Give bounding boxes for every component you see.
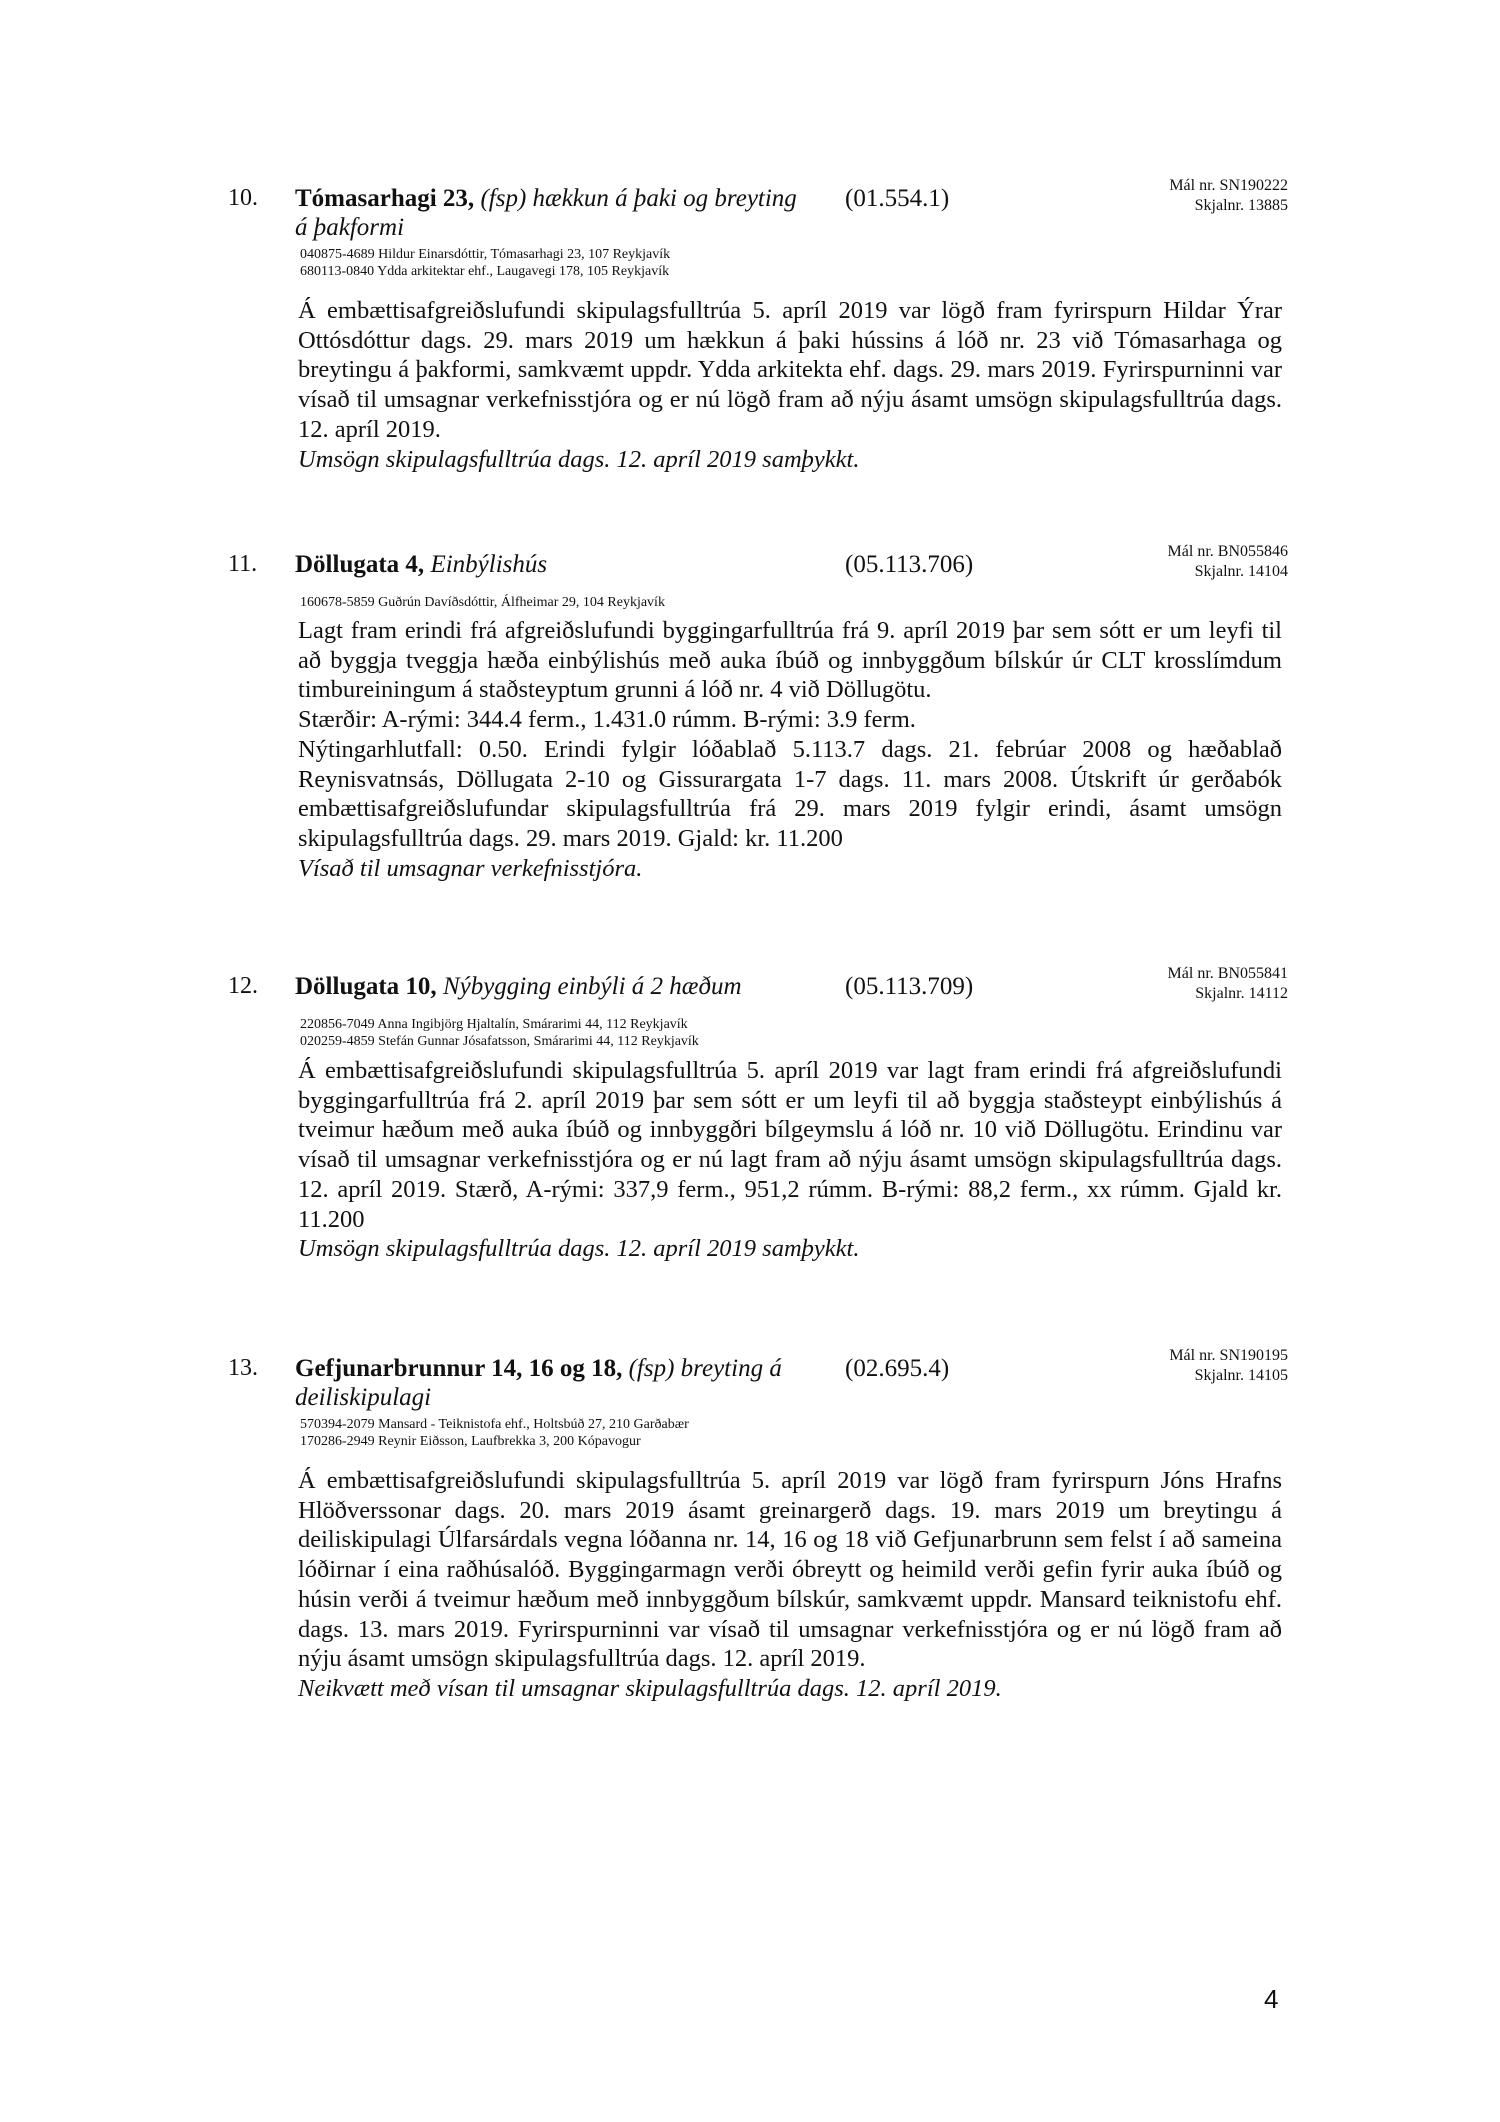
case-number: Mál nr. SN190222 bbox=[1169, 177, 1288, 194]
item-title bbox=[295, 550, 815, 579]
conclusion: Vísað til umsagnar verkefnisstjóra. bbox=[298, 854, 643, 882]
item-description: (fsp) breyting á deiliskipulagi bbox=[295, 1355, 782, 1411]
case-reference bbox=[1168, 964, 1288, 1004]
land-code: (05.113.709) bbox=[845, 973, 974, 1000]
applicant-line: 570394-2079 Mansard - Teiknistofa ehf., Holtsbúð 27, 210 Garðabær bbox=[300, 1417, 689, 1432]
item-body bbox=[298, 1056, 1282, 1264]
conclusion: Neikvætt með vísan til umsagnar skipulagsfulltrúa dags. 12. apríl 2019. bbox=[298, 1674, 1002, 1702]
item-address: Tómasarhagi 23, bbox=[295, 185, 475, 212]
item-description: (fsp) hækkun á þaki og breyting á þakformi bbox=[295, 185, 797, 241]
land-code: (02.695.4) bbox=[845, 1355, 950, 1382]
applicant-line: 020259-4859 Stefán Gunnar Jósafatsson, Smárarimi 44, 112 Reykjavík bbox=[300, 1034, 699, 1049]
case-number: Mál nr. SN190195 bbox=[1169, 1347, 1288, 1364]
item-address: Döllugata 4, bbox=[295, 551, 425, 578]
item-number: 11. bbox=[228, 551, 258, 577]
body-paragraph: Á embættisafgreiðslufundi skipulagsfulltrúa 5. apríl 2019 var lögð fram fyrirspurn Jóns Hrafns Hlöðverssonar dags. 20. mars 2019 ásamt greinargerð dags. 19. mars 2019 um breytingu á deiliskipulagi Úlfarsárdals vegna lóðanna nr. 14, 16 og 18 við Gefjunarbrunn sem felst í að sameina lóðirnar í eina raðhúsalóð. Byggingarmagn verði óbreytt og heimild verði gefin fyrir auka íbúð og húsin verði á tveimur hæðum með innbyggðum bílskúr, samkvæmt uppdr. Mansard teiknistofu ehf. dags. 13. mars 2019. Fyrirspurninni var vísað til umsagnar verkefnisstjóra og er nú lögð fram að nýju ásamt umsögn skipulagsfulltrúa dags. 12. apríl 2019. bbox=[298, 1467, 1282, 1673]
item-title bbox=[295, 184, 815, 242]
document-number: Skjalnr. 14112 bbox=[1195, 985, 1288, 1002]
applicants bbox=[300, 246, 1280, 280]
item-number: 13. bbox=[228, 1355, 258, 1381]
body-paragraph: Stærðir: A-rými: 344.4 ferm., 1.431.0 rúmm. B-rými: 3.9 ferm. bbox=[298, 706, 916, 734]
case-reference bbox=[1169, 1346, 1288, 1386]
item-address: Döllugata 10, bbox=[295, 973, 437, 1000]
body-paragraph: Lagt fram erindi frá afgreiðslufundi byggingarfulltrúa frá 9. apríl 2019 þar sem sótt er um leyfi til að byggja tveggja hæða einbýlishús með auka íbúð og innbyggðum bílskúr úr CLT krosslímdum timbureiningum á staðsteyptum grunni á lóð nr. 4 við Döllugötu. bbox=[298, 617, 1282, 704]
applicant-line: 220856-7049 Anna Ingibjörg Hjaltalín, Smárarimi 44, 112 Reykjavík bbox=[300, 1017, 688, 1032]
case-number: Mál nr. BN055841 bbox=[1167, 965, 1288, 982]
applicant-line: 040875-4689 Hildur Einarsdóttir, Tómasarhagi 23, 107 Reykjavík bbox=[300, 247, 671, 262]
item-body bbox=[298, 296, 1282, 474]
applicant-line: 680113-0840 Ydda arkitektar ehf., Laugavegi 178, 105 Reykjavík bbox=[300, 264, 670, 279]
applicant-line: 160678-5859 Guðrún Davíðsdóttir, Álfheimar 29, 104 Reykjavík bbox=[300, 595, 665, 610]
item-number: 12. bbox=[228, 973, 258, 999]
body-paragraph: Nýtingarhlutfall: 0.50. Erindi fylgir lóðablað 5.113.7 dags. 21. febrúar 2008 og hæðablað Reynisvatnsás, Döllugata 2-10 og Gissurargata 1-7 dags. 11. mars 2008. Útskrift úr gerðabók embættisafgreiðslufundar skipulagsfulltrúa frá 29. mars 2019 fylgir erindi, ásamt umsögn skipulagsfulltrúa dags. 29. mars 2019. Gjald: kr. 11.200 bbox=[298, 735, 1282, 852]
page-number: 4 bbox=[1264, 1984, 1279, 2014]
applicant-line: 170286-2949 Reynir Eiðsson, Laufbrekka 3, 200 Kópavogur bbox=[300, 1434, 641, 1449]
applicants bbox=[300, 594, 1280, 611]
land-code: (01.554.1) bbox=[845, 185, 950, 212]
document-number: Skjalnr. 14105 bbox=[1194, 1367, 1288, 1384]
item-title bbox=[295, 972, 815, 1001]
document-number: Skjalnr. 14104 bbox=[1194, 563, 1288, 580]
document-number: Skjalnr. 13885 bbox=[1194, 197, 1288, 214]
item-number: 10. bbox=[228, 185, 258, 211]
applicants bbox=[300, 1016, 1280, 1050]
case-reference bbox=[1168, 542, 1288, 582]
conclusion: Umsögn skipulagsfulltrúa dags. 12. apríl 2019 samþykkt. bbox=[298, 445, 860, 473]
body-paragraph: Á embættisafgreiðslufundi skipulagsfulltrúa 5. apríl 2019 var lagt fram erindi frá afgreiðslufundi byggingarfulltrúa frá 2. apríl 2019 þar sem sótt er um leyfi til að byggja staðsteypt einbýlishús á tveimur hæðum með auka íbúð og innbyggðri bílgeymslu á lóð nr. 10 við Döllugötu. Erindinu var vísað til umsagnar verkefnisstjóra og er nú lagt fram að nýju ásamt umsögn skipulagsfulltrúa dags. 12. apríl 2019. Stærð, A-rými: 337,9 ferm., 951,2 rúmm. B-rými: 88,2 ferm., xx rúmm. Gjald kr. 11.200 bbox=[298, 1057, 1282, 1233]
case-number: Mál nr. BN055846 bbox=[1167, 543, 1288, 560]
body-paragraph: Á embættisafgreiðslufundi skipulagsfulltrúa 5. apríl 2019 var lögð fram fyrirspurn Hildar Ýrar Ottósdóttur dags. 29. mars 2019 um hækkun á þaki hússins á lóð nr. 23 við Tómasarhaga og breytingu á þakformi, samkvæmt uppdr. Ydda arkitekta ehf. dags. 29. mars 2019. Fyrirspurninni var vísað til umsagnar verkefnisstjóra og er nú lögð fram að nýju ásamt umsögn skipulagsfulltrúa dags. 12. apríl 2019. bbox=[298, 297, 1282, 443]
land-code: (05.113.706) bbox=[845, 551, 974, 578]
item-description: Einbýlishús bbox=[430, 551, 548, 578]
case-reference bbox=[1169, 176, 1288, 216]
conclusion: Umsögn skipulagsfulltrúa dags. 12. apríl 2019 samþykkt. bbox=[298, 1235, 860, 1263]
item-description: Nýbygging einbýli á 2 hæðum bbox=[442, 973, 742, 1000]
item-title bbox=[295, 1354, 815, 1412]
item-body bbox=[298, 1466, 1282, 1704]
item-body bbox=[298, 616, 1282, 883]
item-address: Gefjunarbrunnur 14, 16 og 18, bbox=[295, 1355, 623, 1382]
applicants bbox=[300, 1416, 1280, 1450]
